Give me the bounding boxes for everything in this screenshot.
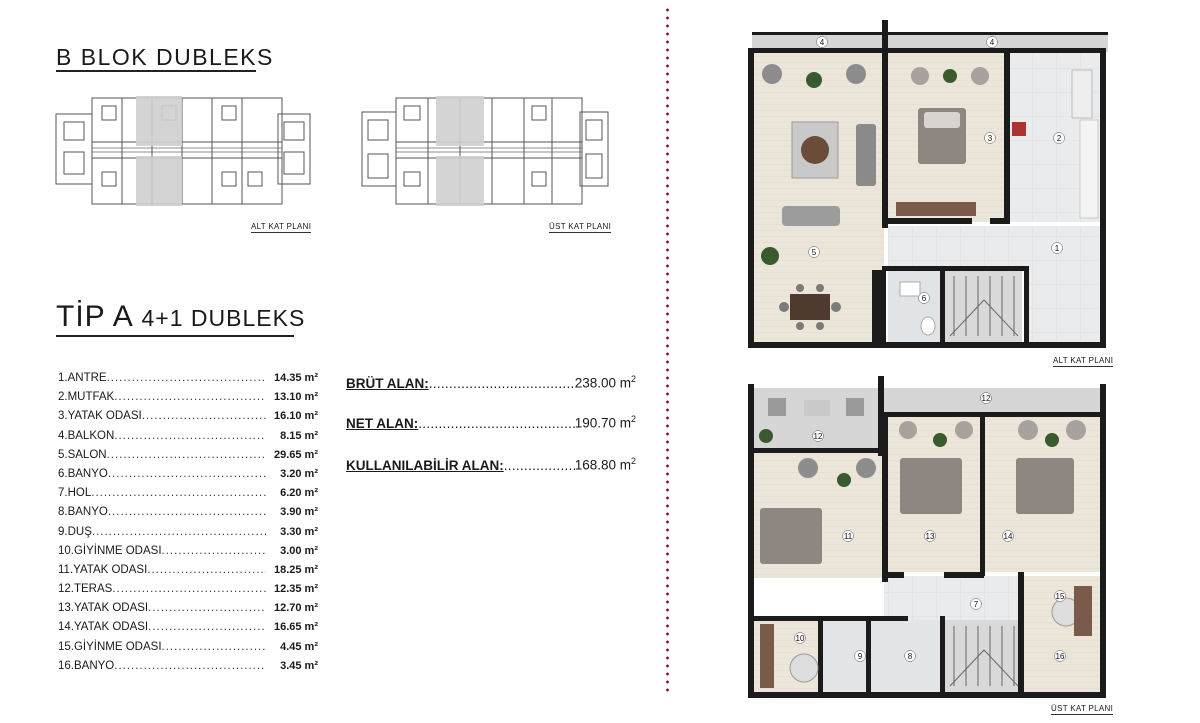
room-number-12: 12 [813,432,823,441]
room-area-list [58,372,318,679]
gross-area-value: 238.00 $m^2$ [574,374,636,391]
room-number-1: 1 [1054,244,1060,253]
room-name: 15.GİYİNME ODASI [58,640,162,653]
leader-dots [108,468,266,480]
room-name: 4.BALKON [58,429,115,442]
leader-dots [429,376,575,391]
room-number-11: 11 [843,532,853,541]
room-name: 3.YATAK ODASI [58,410,142,423]
leader-dots [92,526,266,538]
list-item [58,660,318,679]
room-area: 3.00 m² [280,544,318,557]
ground-floor-plan-caption: ALT KAT PLANI [1053,356,1114,365]
list-item [58,468,318,487]
room-number-13: 13 [925,532,935,541]
ground-floor-block-label: ALT KAT PLANI [251,222,312,231]
upper-floor-plan-caption: ÜST KAT PLANI [1051,704,1114,713]
unit-type-title-sub: 4+1 DUBLEKS [141,305,306,331]
block-title-underline [56,70,256,72]
room-area: 8.15 m² [280,429,318,442]
room-name: 6.BANYO [58,467,108,480]
list-item [58,583,318,602]
unit-type-title-main: TİP A [56,300,142,333]
room-name: 12.TERAS [58,583,113,596]
dotted-divider [666,6,669,696]
leader-dots [162,641,266,653]
room-name: 9.DUŞ [58,525,92,538]
upper-floor-block-label: ÜST KAT PLANI [549,222,612,231]
leader-dots [107,449,266,461]
room-name: 8.BANYO [58,506,108,519]
gross-area-label: BRÜT ALAN: [346,375,429,391]
room-number-5: 5 [811,248,817,257]
leader-dots [114,660,266,672]
list-item [58,506,318,525]
list-item [58,641,318,660]
ground-floor-block-plan [52,92,314,210]
room-area: 16.65 m² [273,621,318,634]
leader-dots [108,506,266,518]
room-number-2: 2 [1056,134,1062,143]
net-area-label: NET ALAN: [346,415,419,431]
room-name: 11.YATAK ODASI [58,563,148,576]
room-number-8: 8 [907,652,913,661]
list-item [58,621,318,640]
leader-dots [91,487,266,499]
leader-dots [114,430,266,442]
room-number-16: 16 [1055,652,1065,661]
leader-dots [114,391,266,403]
room-number-9: 9 [857,652,863,661]
room-area: 3.45 m² [280,659,318,672]
leader-dots [504,458,575,473]
room-area: 4.45 m² [280,640,318,653]
list-item [58,410,318,429]
room-name: 13.YATAK ODASI [58,602,149,615]
net-area-value: 190.70 $m^2$ [574,414,636,431]
room-area: 16.10 m² [273,410,318,423]
list-item [58,602,318,621]
list-item [58,372,318,391]
leader-dots [418,416,574,431]
list-item [58,526,318,545]
leader-dots [162,545,266,557]
room-area: 29.65 m² [273,448,318,461]
room-name: 16.BANYO [58,659,115,672]
list-item [58,545,318,564]
room-name: 14.YATAK ODASI [58,621,149,634]
leader-dots [112,583,266,595]
room-number-7: 7 [973,600,979,609]
list-item [58,391,318,410]
room-name: 10.GİYİNME ODASI [58,544,162,557]
usable-area-value: 168.80 $m^2$ [574,456,636,473]
net-area-line [346,414,636,431]
leader-dots [147,564,266,576]
list-item [58,564,318,583]
room-area: 18.25 m² [273,563,318,576]
room-area: 13.10 m² [273,391,318,404]
room-number-15: 15 [1055,592,1065,601]
room-area: 3.90 m² [280,506,318,519]
leader-dots [148,602,266,614]
room-name: 2.MUTFAK [58,391,115,404]
upper-floor-block-plan [356,92,612,210]
gross-area-line [346,374,636,391]
room-number-6: 6 [921,294,927,303]
room-name: 1.ANTRE [58,372,107,384]
room-area: 12.70 m² [273,602,318,615]
usable-area-line [346,456,636,473]
room-name: 7.HOL [58,487,92,500]
leader-dots [142,410,266,422]
room-number-12b: 12 [981,394,991,403]
usable-area-label: KULLANILABİLİR ALAN: [346,457,504,473]
unit-type-underline [56,335,294,337]
unit-type-title [56,300,305,334]
block-title: B BLOK DUBLEKS [56,44,274,70]
ground-floor-plan [744,20,1116,348]
leader-dots [107,372,266,384]
room-name: 5.SALON [58,448,107,461]
room-number-4: 4 [819,38,825,47]
list-item [58,449,318,468]
room-area: 6.20 m² [280,487,318,500]
room-area: 3.30 m² [280,525,318,538]
room-area: 3.20 m² [280,467,318,480]
room-area: 14.35 m² [273,372,318,384]
upper-floor-plan [744,376,1116,698]
room-area: 12.35 m² [273,583,318,596]
room-number-4b: 4 [989,38,995,47]
list-item [58,430,318,449]
leader-dots [148,621,266,633]
list-item [58,487,318,506]
room-number-14: 14 [1003,532,1013,541]
room-number-10: 10 [795,634,805,643]
room-number-3: 3 [987,134,993,143]
